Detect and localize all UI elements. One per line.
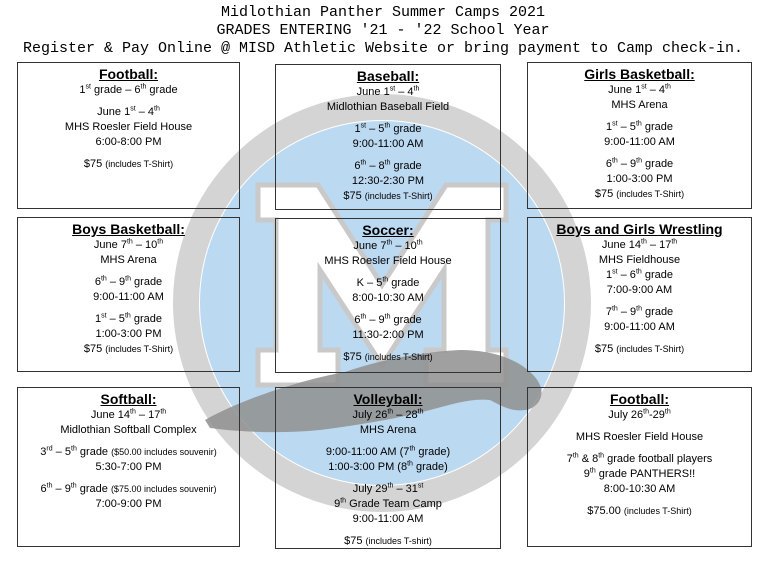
camp-title: Boys Basketball: (72, 221, 185, 237)
camp-location: MHS Arena (611, 99, 668, 111)
camp-price-note: ($75.00 includes souvenir) (110, 484, 217, 494)
camp-time: 6:00-8:00 PM (95, 136, 162, 148)
camp-title: Volleyball: (353, 391, 423, 407)
camp-price: $75 (594, 343, 614, 355)
camp-football-youth (17, 62, 240, 209)
camp-grade-group: 6th – 9th grade (605, 157, 674, 170)
camp-price-note: (includes T-shirt) (365, 536, 432, 546)
camp-price-note: ($50.00 includes souvenir) (111, 447, 217, 457)
camp-dates: June 14th – 17th (601, 238, 678, 251)
camp-title: Girls Basketball: (584, 66, 695, 82)
camp-grade-group: 3rd – 5th grade (40, 445, 109, 458)
camp-time: 9:00-11:00 AM (604, 321, 675, 333)
camp-boys-basketball (17, 217, 240, 372)
camp-time: 9:00-11:00 AM (352, 138, 424, 150)
camp-price: $75.00 (587, 505, 621, 517)
camp-time: 7:00-9:00 AM (606, 284, 673, 296)
camp-baseball (275, 64, 501, 210)
camp-grade-group: 6th – 9th grade (94, 275, 163, 288)
camp-grade-group: 7th – 9th grade (605, 305, 674, 318)
camp-location: MHS Roesler Field House (64, 121, 193, 133)
camp-location: Midlothian Baseball Field (326, 101, 450, 113)
camp-time: 12:30-2:30 PM (351, 175, 425, 187)
camp-price-note: (includes T-Shirt) (105, 344, 174, 354)
camp-price-note: (includes T-Shirt) (364, 191, 433, 201)
camp-location: MHS Roesler Field House (575, 431, 704, 443)
header-title: Midlothian Panther Summer Camps 2021 (220, 4, 546, 21)
camp-price: $75 (83, 343, 103, 355)
camp-grade-group: 1st – 5th grade (606, 120, 673, 133)
camp-title: Boys and Girls Wrestling (556, 221, 723, 237)
camp-girls-basketball (527, 62, 752, 209)
camp-time: 11:30-2:00 PM (352, 329, 424, 341)
camp-time: 5:30-7:00 PM (95, 461, 162, 473)
camp-grade-group: 6th – 8th grade (354, 159, 422, 172)
camp-location: MHS Arena (100, 254, 157, 266)
camp-title: Softball: (100, 391, 157, 407)
camp-title: Soccer: (362, 222, 414, 238)
camp-grade-group: 1st – 6th grade (606, 268, 673, 281)
camp-price: $75 (83, 158, 103, 170)
camp-grades: 1st grade – 6th grade (79, 83, 178, 96)
camp-price-note: (includes T-Shirt) (616, 189, 685, 199)
camp-title: Football: (609, 391, 670, 407)
camp-location: MHS Arena (359, 424, 417, 436)
camp-time: 9:00-11:00 AM (93, 291, 164, 303)
camp-session: 9:00-11:00 AM (7th grade) (325, 445, 451, 458)
camp-session: 1:00-3:00 PM (8th grade) (328, 460, 448, 473)
camp-dates: June 1st – 4th (97, 105, 160, 118)
camp-grade-group: 7th & 8th grade football players (566, 452, 713, 465)
camp-dates: June 7th – 10th (353, 239, 423, 252)
camp-grade-group: 6th – 9th grade (354, 313, 422, 326)
camp-dates: July 26th-29th (608, 408, 671, 421)
camp-grade-group: K – 5th grade (356, 276, 420, 289)
camp-grade-group: 1st – 5th grade (354, 122, 422, 135)
camp-team-camp: 9th Grade Team Camp (334, 497, 442, 510)
camp-dates: July 26th – 28th (352, 408, 424, 421)
camp-time: 9:00-11:00 AM (352, 513, 424, 525)
camp-price-note: (includes T-Shirt) (623, 506, 692, 516)
camp-dates: June 1st – 4th (356, 85, 420, 98)
camp-dates: June 1st – 4th (608, 83, 671, 96)
camp-time: 1:00-3:00 PM (606, 173, 673, 185)
camp-volleyball (275, 387, 501, 549)
header-registration: Register & Pay Online @ MISD Athletic Website or bring payment to Camp check-in. (22, 40, 744, 57)
camp-price: $75 (343, 351, 362, 363)
camp-price-note: (includes T-Shirt) (105, 159, 174, 169)
camp-time: 8:00-10:30 AM (352, 292, 424, 304)
camp-price: $75 (344, 535, 363, 547)
camp-grade-group: 9th grade PANTHERS!! (583, 467, 696, 480)
camp-time: 8:00-10:30 AM (603, 483, 676, 495)
camp-grade-group: 6th – 9th grade (40, 482, 108, 495)
camp-grade-group: 1st – 5th grade (95, 312, 162, 325)
camp-time: 9:00-11:00 AM (604, 136, 675, 148)
camp-wrestling (527, 217, 752, 372)
camp-location: Midlothian Softball Complex (60, 424, 197, 436)
camp-dates: June 7th – 10th (93, 238, 164, 251)
camp-soccer (275, 218, 501, 373)
camp-location: MHS Roesler Field House (324, 255, 452, 267)
camp-time: 7:00-9:00 PM (95, 498, 162, 510)
camp-time: 1:00-3:00 PM (95, 328, 162, 340)
camp-title: Baseball: (356, 68, 420, 84)
camp-football-middle (527, 387, 752, 547)
camp-dates: June 14th – 17th (90, 408, 167, 421)
camp-location: MHS Fieldhouse (598, 254, 681, 266)
camp-price: $75 (343, 190, 362, 202)
camp-price-note: (includes T-Shirt) (616, 344, 685, 354)
camp-dates: July 29th – 31st (352, 482, 424, 495)
camp-softball (17, 387, 240, 547)
camp-title: Football: (98, 66, 159, 82)
camp-price-note: (includes T-Shirt) (364, 352, 433, 362)
header-subtitle: GRADES ENTERING '21 - '22 School Year (216, 22, 550, 39)
camp-price: $75 (594, 188, 614, 200)
